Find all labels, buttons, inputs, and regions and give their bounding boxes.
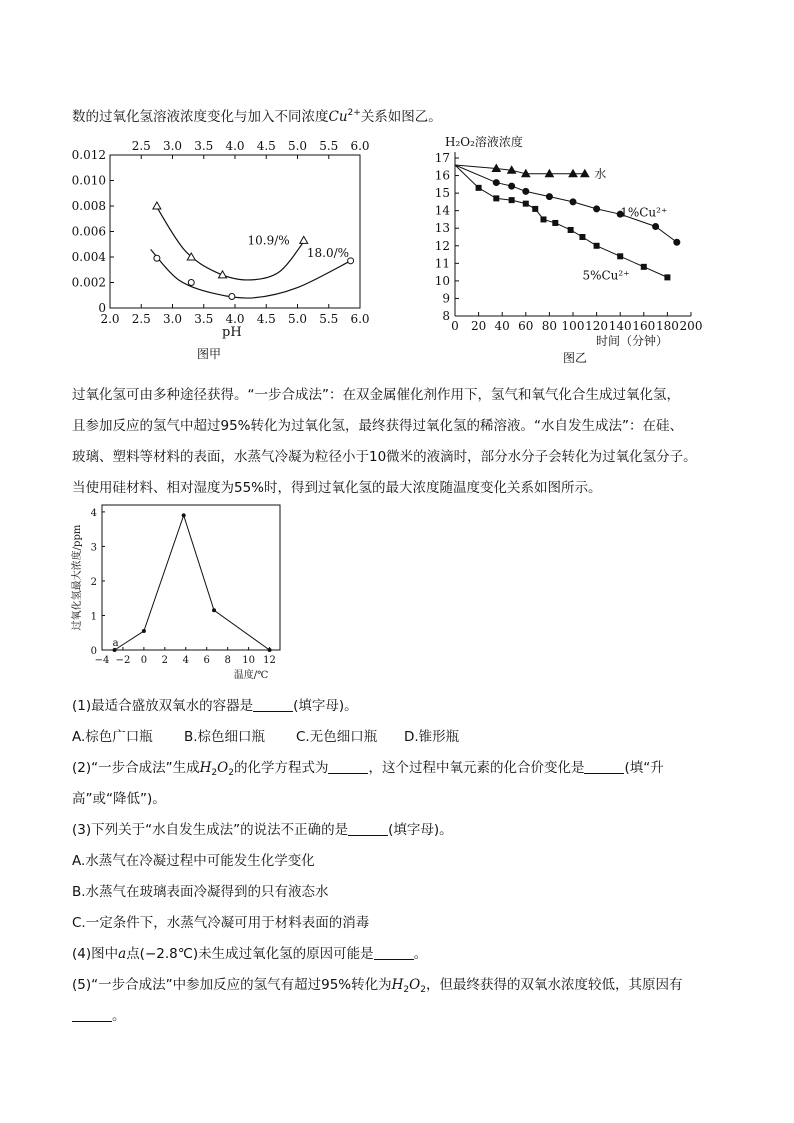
x-axis-label: pH (222, 325, 242, 340)
q1-option-c: C.无色细口瓶 (296, 729, 378, 745)
y-tick-label: 2 (90, 576, 97, 588)
data-point (552, 220, 558, 226)
data-point (523, 201, 529, 207)
y-axis-label: H₂O₂溶液浓度 (445, 135, 523, 149)
q5-end: 。 (112, 1008, 126, 1024)
q4-point-a: a (118, 946, 127, 962)
x-tick-label: 40 (494, 319, 510, 333)
data-point (154, 255, 160, 261)
series-label-5pct: 5%Cu²⁺ (582, 268, 630, 283)
question-2 (72, 758, 664, 783)
data-point (664, 274, 670, 280)
y-tick-label: 0.010 (71, 173, 106, 188)
question-4 (72, 944, 427, 964)
x-axis-label: 时间（分钟） (595, 334, 669, 348)
y-tick-label: 12 (434, 238, 450, 253)
data-point (493, 180, 499, 186)
x-tick-label: 20 (470, 319, 487, 333)
q3-option-a: A.水蒸气在冷凝过程中可能发生化学变化 (72, 853, 315, 869)
cu-ion: Cu (328, 109, 348, 125)
data-point (594, 243, 600, 249)
paragraph-line-2: 且参加反应的氢气中超过95%转化为过氧化氢，最终获得过氧化氢的稀溶液。“水自发生成法”：在硅、 (72, 418, 683, 434)
top-tick-label: 2.5 (131, 139, 151, 153)
q3-after: (填字母)。 (388, 822, 453, 838)
x-tick-label: 5.0 (287, 312, 308, 326)
x-tick-label: −4 (94, 655, 110, 666)
series-label-18.0: 18.0/% (306, 246, 350, 260)
q2-post: (填“升 (624, 760, 664, 776)
x-tick-label: 4.0 (225, 312, 245, 326)
data-point (570, 199, 576, 205)
q5-pre: (5)“一步合成法”中参加反应的氢气有超过95%转化为 (72, 977, 392, 993)
data-point (579, 234, 585, 240)
data-point (493, 195, 499, 201)
y-tick-label: 0.004 (71, 250, 106, 264)
q2-pre: (2)“一步合成法”生成 (72, 760, 200, 776)
y-tick-label: 0.012 (71, 148, 106, 162)
answer-blank-4[interactable] (374, 945, 414, 960)
x-tick-label: 12 (263, 655, 276, 666)
h2o2-sub1: 2 (211, 768, 218, 778)
temperature-line (112, 515, 270, 650)
data-point (653, 223, 659, 229)
data-point (546, 194, 552, 200)
q1-option-b: B.棕色细口瓶 (184, 729, 266, 745)
x-tick-label: 160 (632, 319, 656, 333)
x-axis-label: 温度/℃ (233, 670, 269, 681)
cu-charge: 2+ (347, 108, 361, 118)
y-tick-label: 3 (90, 542, 97, 554)
figure-jia-chart (60, 135, 380, 345)
x-tick-label: 4.5 (256, 312, 276, 326)
paragraph-line-1: 过氧化氢可由多种途径获得。“一步合成法”：在双金属催化剂作用下，氢气和氧气化合生成过氧化氢， (72, 387, 680, 403)
q1-text: (1)最适合盛放双氧水的容器是 (72, 698, 254, 714)
y-tick-label: 0 (90, 646, 97, 657)
paragraph-line-4: 当使用硅材料、相对湿度为55%时，得到过氧化氢的最大浓度随温度变化关系如图所示。 (72, 480, 602, 496)
x-tick-label: 6.0 (350, 312, 370, 326)
x-tick-label: 2 (161, 655, 169, 666)
answer-blank-1[interactable] (253, 697, 293, 712)
data-point (568, 227, 574, 233)
q5-h2o2-h: H (391, 977, 404, 993)
answer-blank-2b[interactable] (584, 759, 624, 774)
y-axis-label: 过氧化氢最大浓度/ppm (72, 524, 83, 631)
data-point (229, 294, 235, 300)
x-tick-label: 10 (242, 655, 255, 666)
x-tick-label: 8 (224, 655, 231, 666)
q2-mid: 的化学方程式为 (233, 760, 329, 776)
y-tick-label: 10 (434, 273, 450, 288)
q1-option-a: A.棕色广口瓶 (72, 729, 153, 745)
intro-line (72, 103, 442, 127)
question-5-continued (72, 1006, 126, 1026)
data-point (674, 239, 680, 245)
data-point (476, 185, 482, 191)
top-tick-label: 3.5 (194, 139, 214, 153)
intro-text: 数的过氧化氢溶液浓度变化与加入不同浓度 (72, 109, 329, 125)
top-tick-label: 5.5 (319, 139, 339, 153)
data-point (212, 608, 216, 612)
answer-blank-3[interactable] (348, 821, 388, 836)
y-tick-label: 16 (434, 168, 450, 183)
y-tick-label: 17 (434, 151, 450, 165)
h2o2-sub2: 2 (228, 768, 234, 778)
y-tick-label: 0.008 (71, 199, 106, 213)
x-tick-label: 100 (561, 319, 585, 333)
x-tick-label: 120 (585, 319, 609, 333)
x-tick-label: 2.5 (131, 312, 151, 326)
answer-blank-2a[interactable] (328, 759, 368, 774)
y-tick-label: 0.002 (71, 275, 106, 290)
plot-frame (110, 155, 360, 308)
data-point (268, 648, 272, 652)
x-tick-label: 0 (451, 319, 459, 333)
question-1-options (72, 727, 459, 747)
series-line (455, 165, 677, 242)
x-tick-label: 200 (679, 319, 703, 333)
data-point (142, 629, 146, 633)
x-tick-label: 60 (518, 319, 534, 333)
plot-frame (102, 505, 280, 650)
y-tick-label: 13 (434, 221, 450, 236)
figure-yi-caption: 图乙 (563, 351, 588, 365)
y-tick-label: 14 (434, 203, 450, 218)
intro-text-end: 关系如图乙。 (360, 109, 442, 125)
y-tick-label: 1 (90, 611, 97, 623)
x-tick-label: 140 (608, 319, 632, 333)
data-point (523, 188, 529, 194)
q2-mid2: ，这个过程中氧元素的化合价变化是 (368, 760, 585, 776)
x-tick-label: 5.5 (319, 312, 339, 326)
data-point (541, 216, 547, 222)
point-label-a: a (112, 638, 119, 649)
paragraph-line-3: 玻璃、塑料等材料的表面，水蒸气冷凝为粒径小于10微米的液滴时，部分水分子会转化为过氧化氢分子。 (72, 449, 697, 465)
q5-mid: ，但最终获得的双氧水浓度较低，其原因有 (425, 977, 683, 993)
top-tick-label: 3.0 (162, 139, 183, 153)
figure-jia-caption: 图甲 (197, 347, 222, 361)
x-tick-label: 180 (655, 319, 679, 333)
data-point (509, 183, 515, 189)
series-line (455, 165, 667, 277)
x-tick-label: 4 (182, 655, 189, 666)
y-tick-label: 9 (442, 291, 450, 306)
data-point (641, 264, 647, 270)
x-tick-label: 80 (541, 319, 558, 333)
q4-after: 。 (413, 946, 428, 962)
data-point (617, 253, 623, 259)
top-tick-label: 4.5 (256, 139, 276, 153)
q3-text: (3)下列关于“水自发生成法”的说法不正确的是 (72, 822, 349, 838)
h2o2-o: O (217, 760, 229, 776)
x-tick-label: 3.5 (194, 312, 214, 326)
q4-pre: (4)图中 (72, 946, 119, 962)
x-tick-label: 3.0 (162, 312, 183, 326)
q5-h2o2-sub2: 2 (420, 985, 426, 995)
q4-mid: 点(−2.8℃)未生成过氧化氢的原因可能是 (126, 946, 374, 962)
q1-option-d: D.锥形瓶 (404, 729, 460, 745)
y-tick-label: 8 (442, 309, 450, 323)
answer-blank-5[interactable] (72, 1007, 112, 1022)
series-line (455, 165, 585, 174)
top-tick-label: 4.0 (225, 139, 245, 153)
data-point (300, 236, 308, 243)
q5-h2o2-o: O (409, 977, 421, 993)
x-tick-label: 6 (203, 655, 210, 666)
question-5 (72, 975, 682, 1000)
series-label-1pct: 1%Cu²⁺ (620, 205, 668, 220)
data-point (594, 206, 600, 212)
q1-after: (填字母)。 (293, 698, 358, 714)
q3-option-b: B.水蒸气在玻璃表面冷凝得到的只有液态水 (72, 884, 329, 900)
y-tick-label: 0 (98, 301, 106, 315)
data-point (509, 197, 515, 203)
y-tick-label: 15 (434, 186, 450, 201)
series-label-water: 水 (594, 166, 607, 181)
x-tick-label: 2.0 (100, 312, 120, 326)
question-3 (72, 820, 453, 840)
y-tick-label: 0.006 (71, 224, 106, 239)
data-point (153, 202, 161, 209)
y-tick-label: 4 (90, 507, 97, 519)
data-point (182, 513, 186, 517)
x-tick-label: 0 (140, 655, 148, 666)
figure-yi-chart (410, 133, 730, 348)
top-tick-label: 5.0 (287, 139, 308, 153)
x-tick-label: −2 (115, 655, 131, 666)
data-point (188, 280, 194, 286)
data-point (532, 206, 538, 212)
h2o2-h: H (199, 760, 212, 776)
q3-option-c: C.一定条件下，水蒸气冷凝可用于材料表面的消毒 (72, 915, 370, 931)
figure-temperature-chart (68, 500, 293, 685)
question-2-continued: 高”或“降低”)。 (72, 791, 166, 807)
series-label-10.9: 10.9/% (247, 233, 290, 248)
y-tick-label: 11 (434, 256, 450, 271)
top-tick-label: 6.0 (350, 139, 370, 153)
question-1 (72, 696, 358, 716)
q5-h2o2-sub1: 2 (403, 985, 410, 995)
